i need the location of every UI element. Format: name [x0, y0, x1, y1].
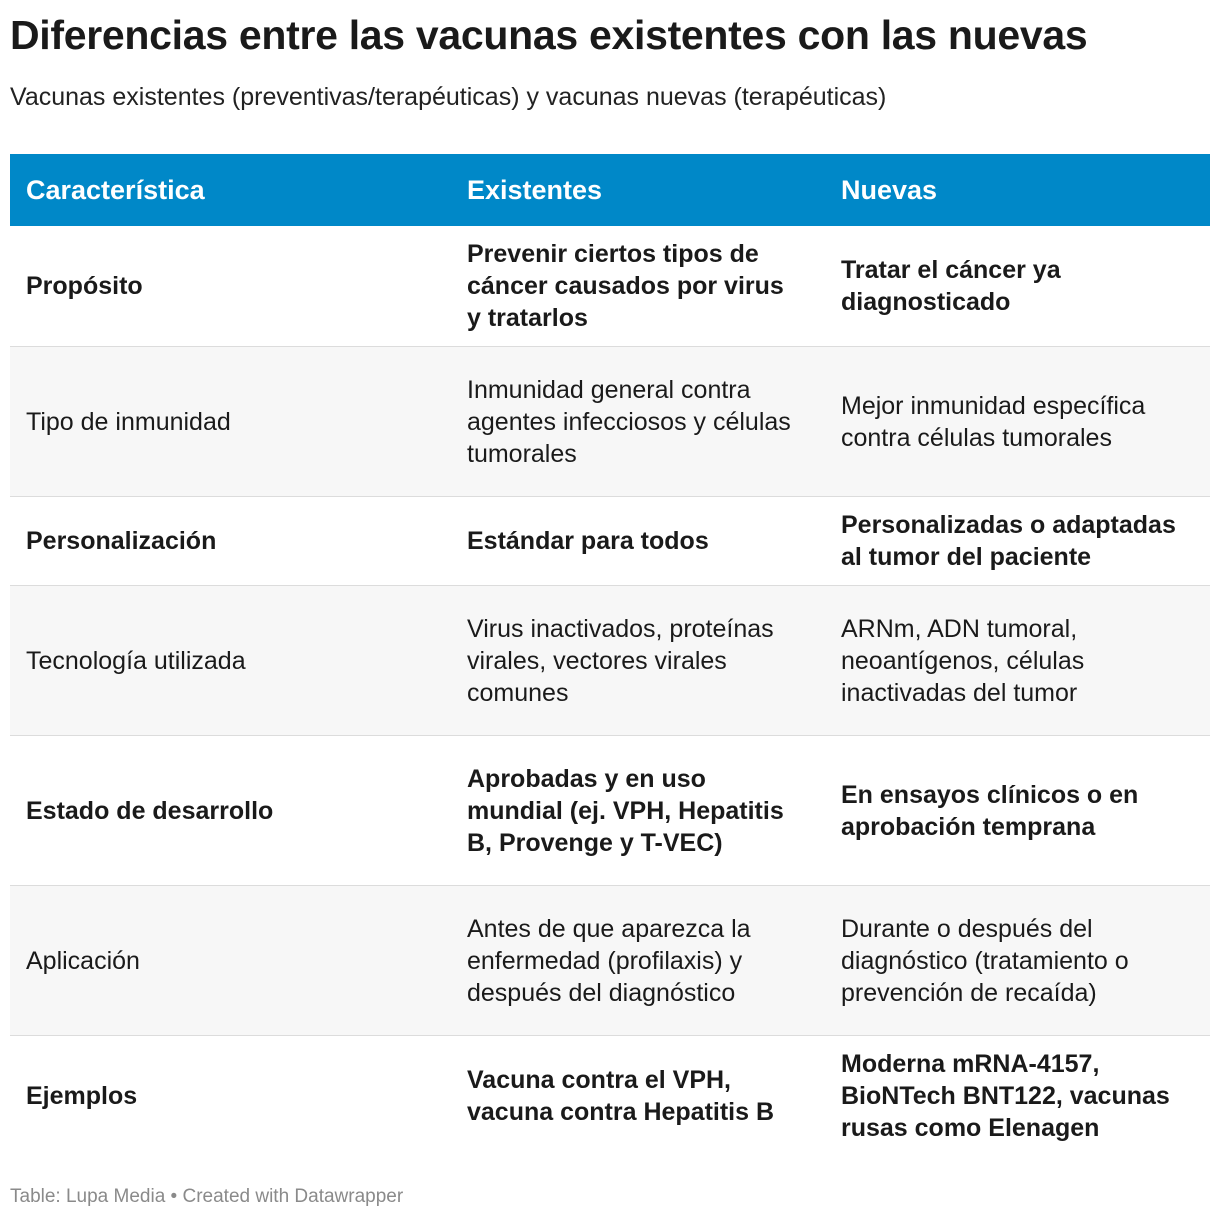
cell-nuevas: Tratar el cáncer ya diagnosticado — [815, 226, 1210, 347]
cell-nuevas: Personalizadas o adaptadas al tumor del paciente — [815, 497, 1210, 586]
table-header-row — [10, 154, 1210, 226]
cell-nuevas: Mejor inmunidad específica contra células tumorales — [815, 347, 1210, 497]
cell-nuevas: Moderna mRNA-4157, BioNTech BNT122, vacunas rusas como Elenagen — [841, 1050, 1170, 1142]
cell-nuevas: Durante o después del diagnóstico (tratamiento o prevención de recaída) — [815, 886, 1210, 1036]
table-row — [10, 226, 1210, 347]
cell-nuevas: ARNm, ADN tumoral, neoantígenos, células inactivadas del tumor — [815, 586, 1210, 736]
cell-caracteristica: Tecnología utilizada — [10, 586, 451, 736]
column-header-caracteristica[interactable]: Característica — [26, 174, 205, 205]
cell-existentes: Inmunidad general contra agentes infecciosos y células tumorales — [451, 347, 815, 497]
table-row — [10, 1036, 1210, 1157]
table-row — [10, 586, 1210, 736]
cell-caracteristica: Propósito — [10, 226, 451, 347]
cell-existentes: Antes de que aparezca la enfermedad (profilaxis) y después del diagnóstico — [451, 886, 815, 1036]
table-row — [10, 347, 1210, 497]
page-title: Diferencias entre las vacunas existentes con las nuevas — [10, 12, 1088, 58]
cell-caracteristica: Estado de desarrollo — [10, 736, 451, 886]
comparison-table — [10, 154, 1210, 1156]
cell-caracteristica: Personalización — [10, 497, 451, 586]
cell-caracteristica: Ejemplos — [26, 1082, 138, 1110]
cell-nuevas: En ensayos clínicos o en aprobación temprana — [815, 736, 1210, 886]
page-subtitle: Vacunas existentes (preventivas/terapéuticas) y vacunas nuevas (terapéuticas) — [10, 83, 887, 111]
cell-existentes: Vacuna contra el VPH, vacuna contra Hepatitis B — [467, 1066, 775, 1126]
table-row — [10, 886, 1210, 1036]
column-header-existentes[interactable]: Existentes — [467, 174, 603, 205]
cell-existentes: Aprobadas y en uso mundial (ej. VPH, Hepatitis B, Provenge y T-VEC) — [451, 736, 815, 886]
cell-existentes: Estándar para todos — [451, 497, 815, 586]
column-header-nuevas[interactable]: Nuevas — [841, 174, 938, 205]
table-row — [10, 497, 1210, 586]
cell-caracteristica: Aplicación — [10, 886, 451, 1036]
cell-caracteristica: Tipo de inmunidad — [10, 347, 451, 497]
source-footer: Table: Lupa Media • Created with Datawrapper — [10, 1186, 404, 1207]
table-row — [10, 736, 1210, 886]
cell-existentes: Prevenir ciertos tipos de cáncer causados por virus y tratarlos — [451, 226, 815, 347]
cell-existentes: Virus inactivados, proteínas virales, vectores virales comunes — [451, 586, 815, 736]
